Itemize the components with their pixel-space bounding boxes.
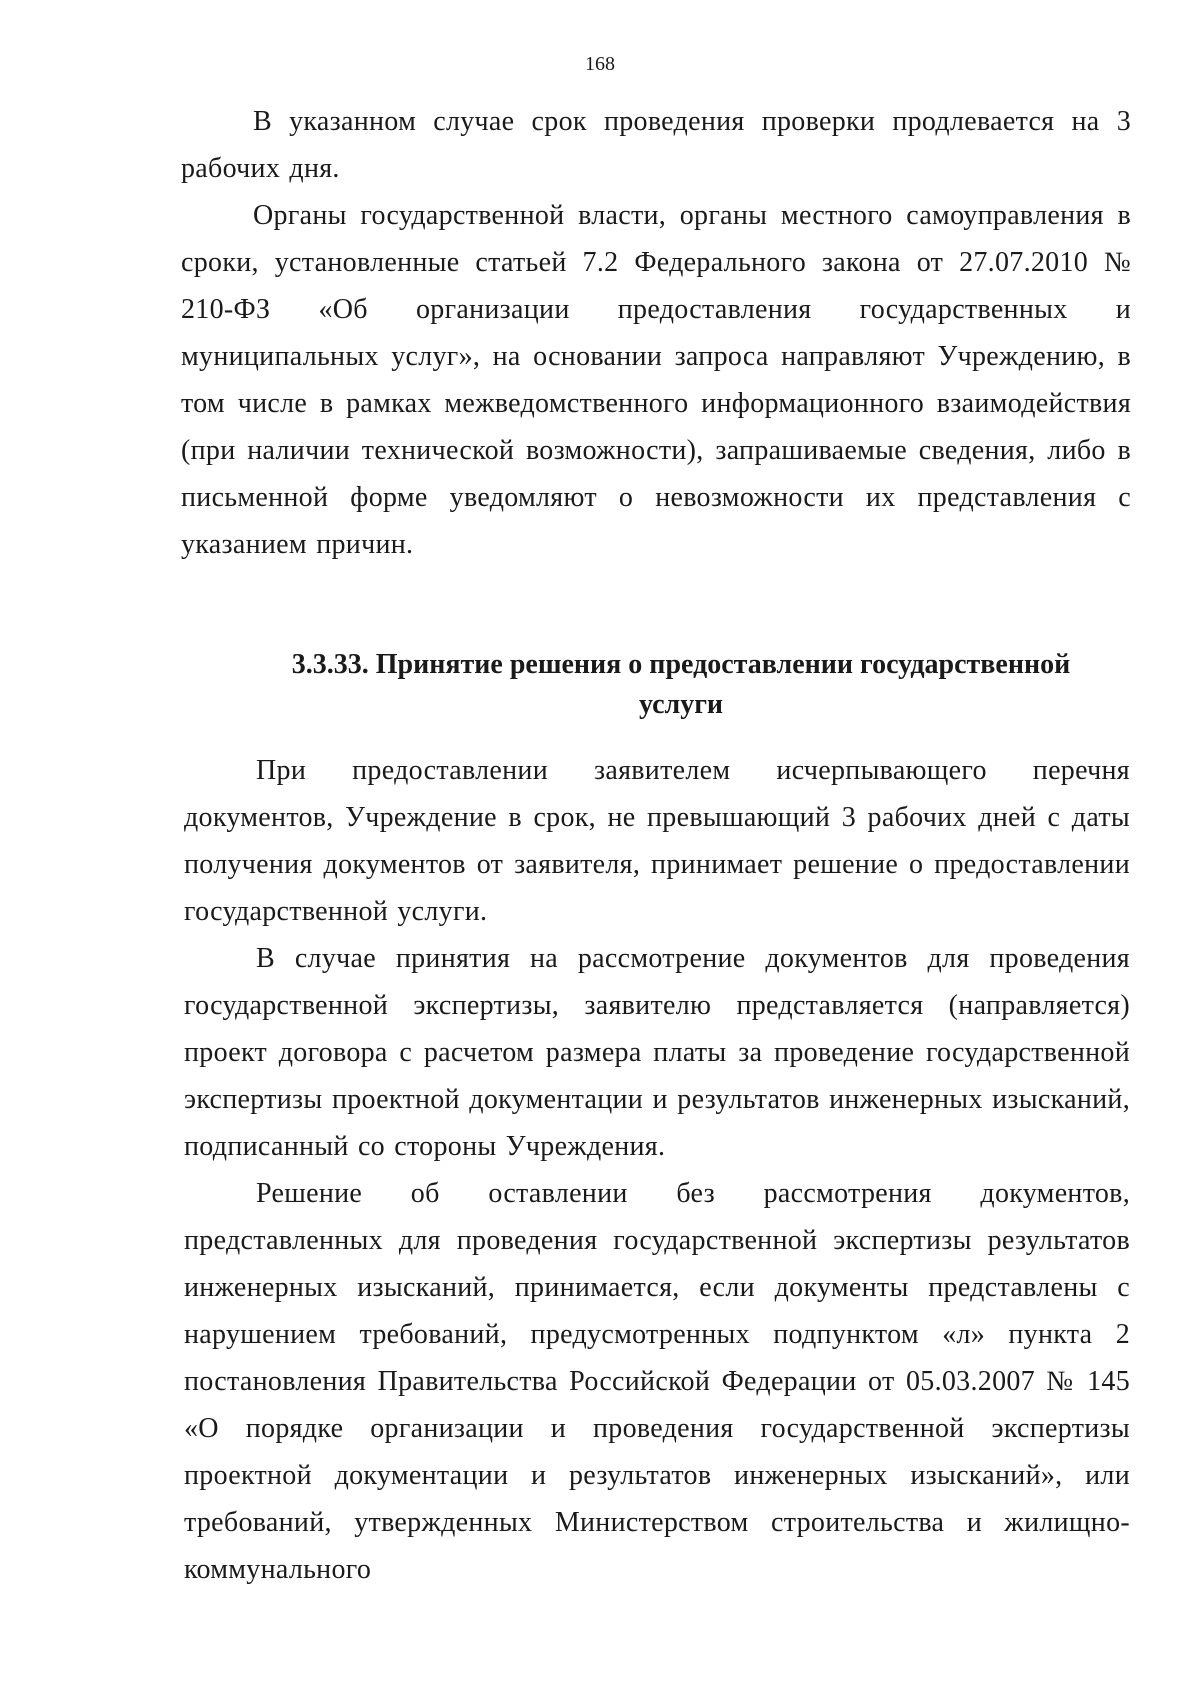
section-heading-line-2: услуги: [638, 689, 724, 720]
page-number: 168: [585, 53, 615, 75]
paragraph-contract-draft: В случае принятия на рассмотрение документов для проведения государственной экспертизы, заявителю представляется (направляется) проект договора с расчетом размера платы за проведение государственной экспертизы проектной документации и результатов инженерных изысканий, подписанный со стороны Учреждения.: [184, 943, 1130, 1162]
paragraph-rejection-decision: Решение об оставлении без рассмотрения документов, представленных для проведения государственной экспертизы результатов инженерных изысканий, принимается, если документы представлены с нарушением требований, предусмотренных подпунктом «л» пункта 2 постановления Правительства Российской Федерации от 05.03.2007 № 145 «О порядке организации и проведения государственной экспертизы проектной документации и результатов инженерных изысканий», или требований, утвержденных Министерством строительства и жилищно-коммунального: [184, 1178, 1130, 1585]
paragraph-decision-making: При предоставлении заявителем исчерпывающего перечня документов, Учреждение в срок, не превышающий 3 рабочих дней с даты получения документов от заявителя, принимает решение о предоставлении государственной услуги.: [184, 755, 1130, 927]
paragraph-authorities-response: Органы государственной власти, органы местного самоуправления в сроки, установленные статьей 7.2 Федерального закона от 27.07.2010 № 210-ФЗ «Об организации предоставления государственных и муниципальных услуг», на основании запроса направляют Учреждению, в том числе в рамках межведомственного информационного взаимодействия (при наличии технической возможности), запрашиваемые сведения, либо в письменной форме уведомляют о невозможности их представления с указанием причин.: [181, 200, 1131, 560]
section-heading-line-1: 3.3.33. Принятие решения о предоставлении государственной: [291, 649, 1071, 680]
paragraph-extension-term: В указанном случае срок проведения проверки продлевается на 3 рабочих дня.: [181, 106, 1131, 184]
section-heading: [181, 645, 1181, 725]
text-block-bottom: [184, 747, 1130, 1593]
text-block-top: [181, 98, 1131, 568]
